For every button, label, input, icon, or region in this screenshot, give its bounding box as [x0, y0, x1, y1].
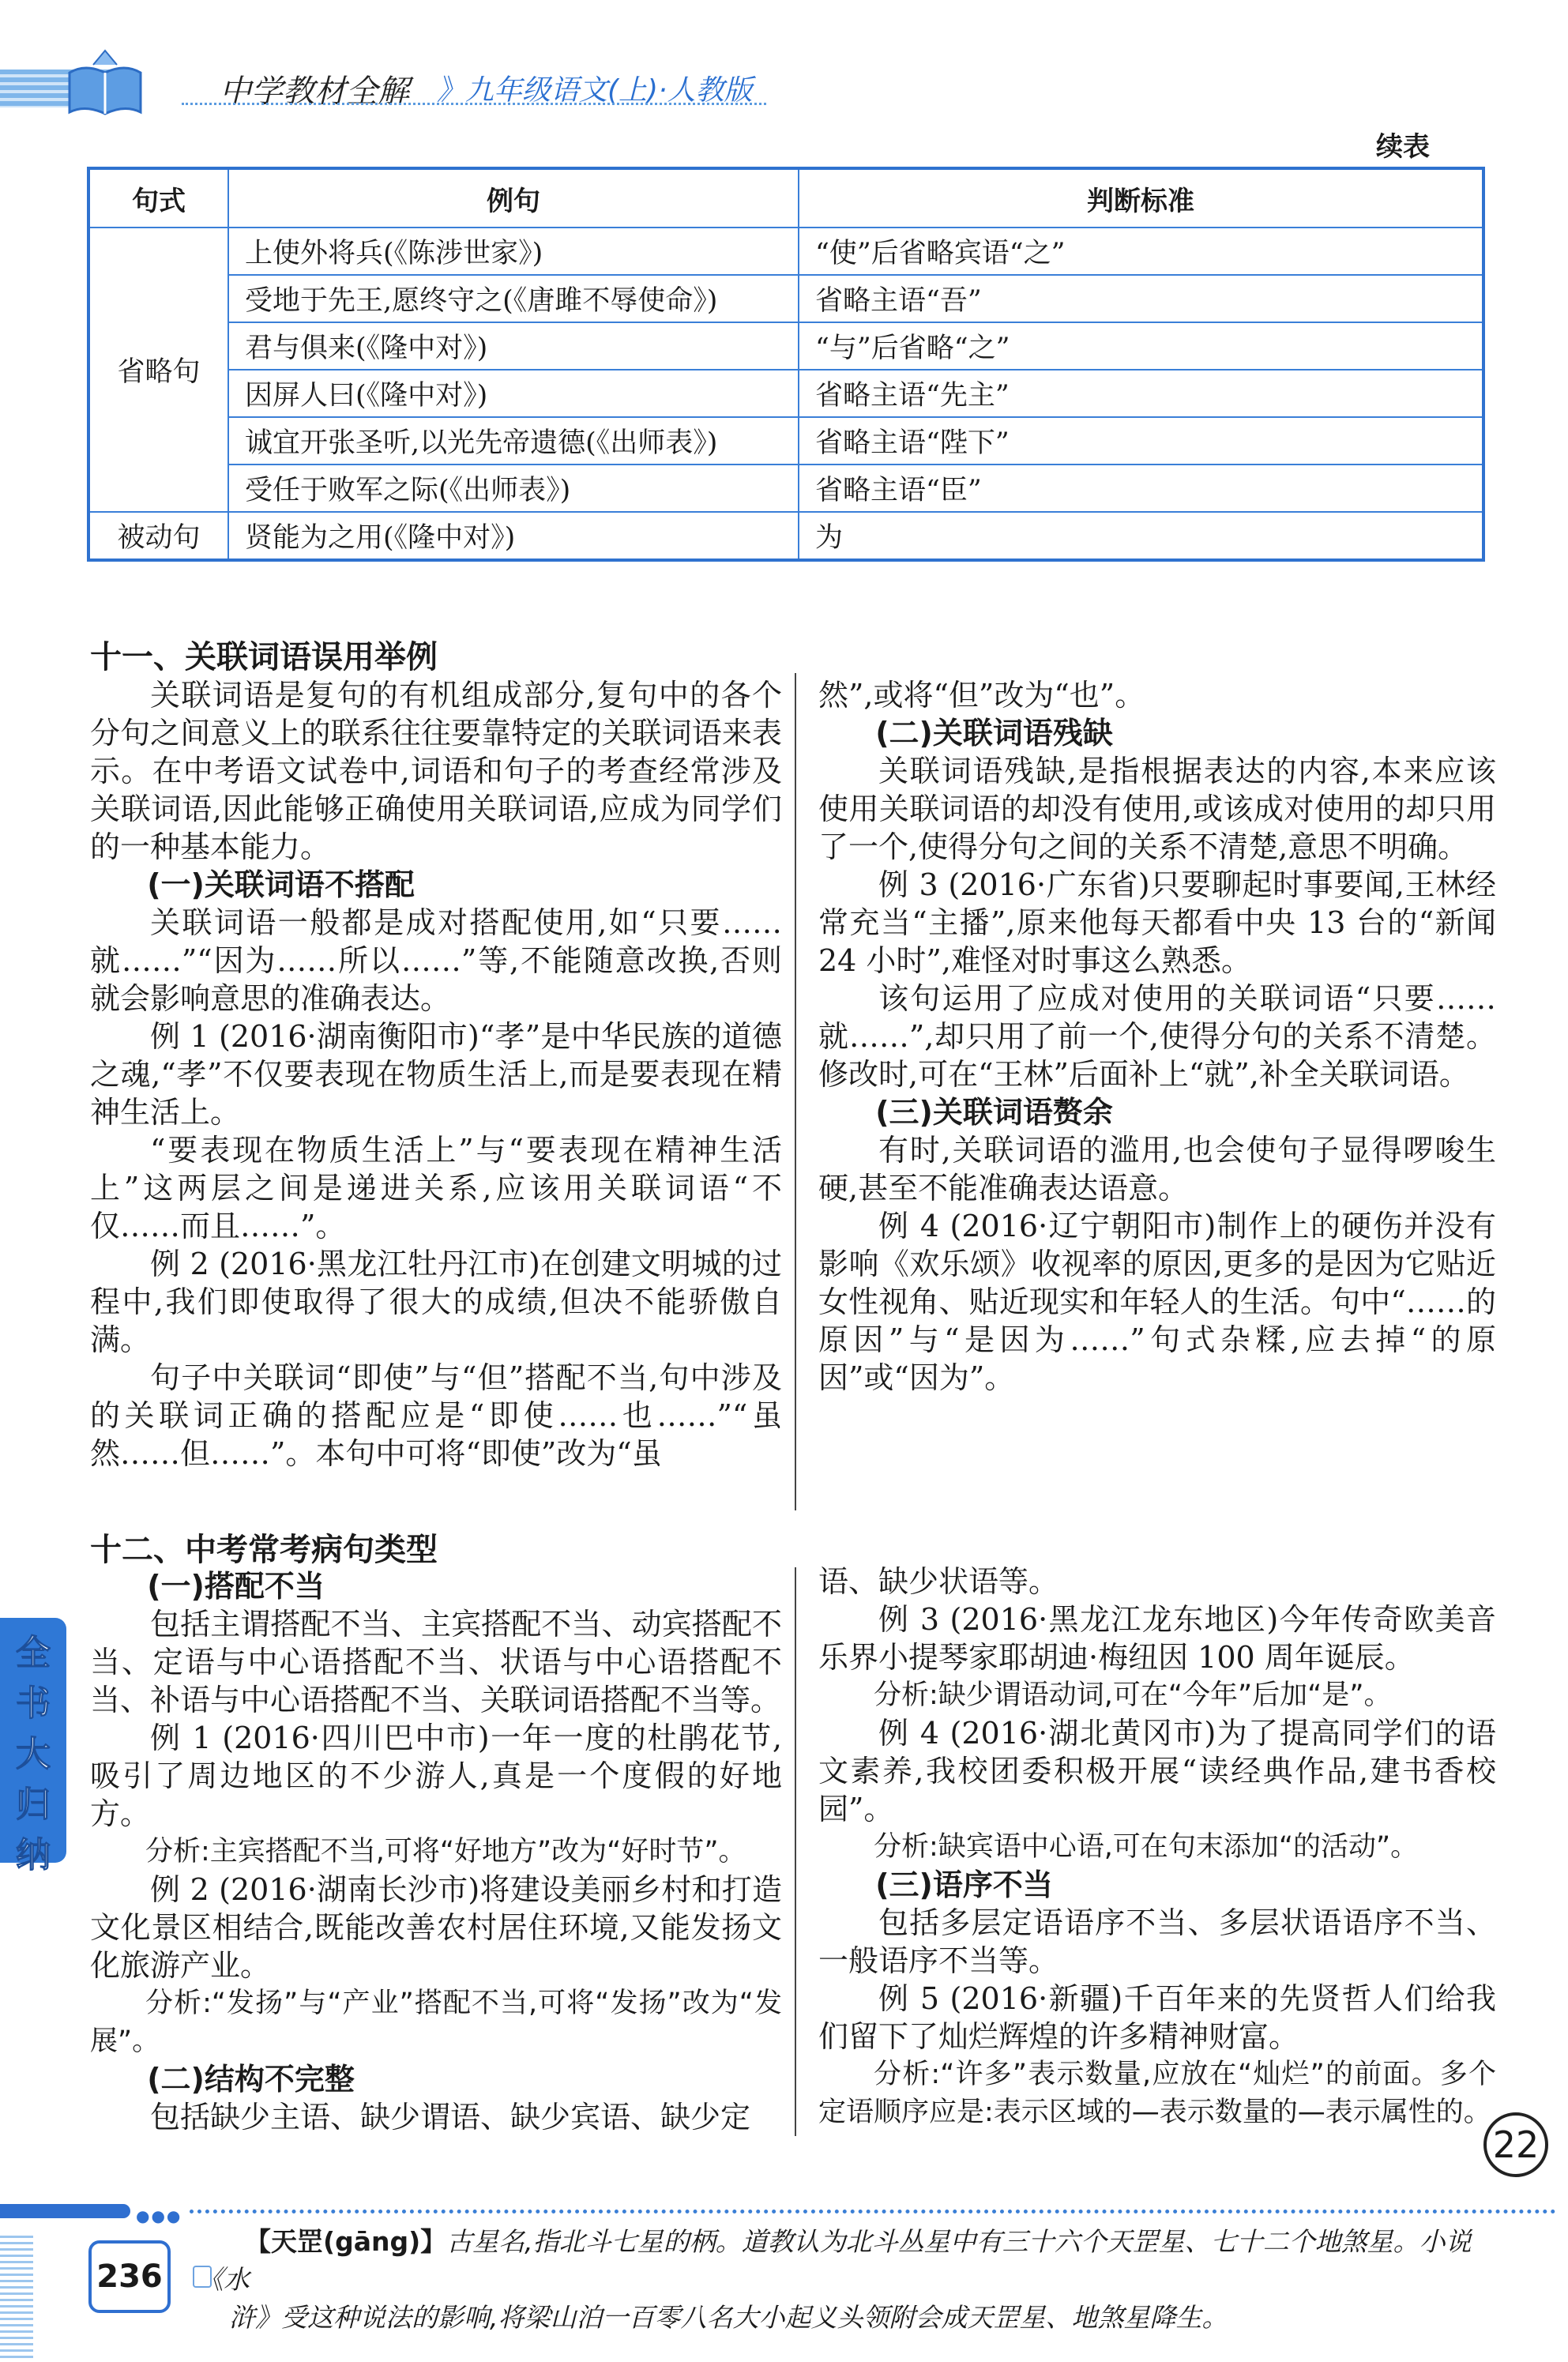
subheading: (二)关联词语残缺 — [875, 716, 1113, 750]
criterion-cell: 省略主语“先主” — [799, 370, 1483, 417]
footer-bar — [0, 2204, 130, 2218]
analysis: “要表现在物质生活上”与“要表现在精神生活上”这两层之间是递进关系,应该用关联词语“不仅……而且……”。 — [90, 1133, 782, 1243]
criterion-cell: “使”后省略宾语“之” — [799, 228, 1483, 275]
paragraph: 关联词语残缺,是指根据表达的内容,本来应该使用关联词语的却没有使用,或该成对使用的却只用了一个,使得分句之间的关系不清楚,意思不明确。 — [818, 754, 1496, 864]
type-cell: 被动句 — [88, 512, 228, 560]
example-cell: 君与俱来(《隆中对》) — [228, 322, 799, 370]
side-tab-char: 全 — [16, 1633, 51, 1673]
paragraph: 包括多层定语语序不当、多层状语语序不当、一般语序不当等。 — [818, 1905, 1496, 1978]
example: 例 1 (2016·湖南衡阳市)“孝”是中华民族的道德之魂,“孝”不仅要表现在物质生活上,而是要表现在精神生活上。 — [90, 1019, 782, 1130]
section-11-left-column — [90, 676, 782, 1472]
series-title: 中学教材全解 — [220, 73, 409, 110]
column-divider — [795, 1567, 796, 2136]
example-cell: 贤能为之用(《隆中对》) — [228, 512, 799, 560]
example-cell: 受任于败军之际(《出师表》) — [228, 465, 799, 512]
table-row — [88, 465, 1483, 512]
analysis: 该句运用了应成对使用的关联词语“只要……就……”,却只用了前一个,使得分句的关系不清楚。修改时,可在“王林”后面补上“就”,补全关联词语。 — [818, 981, 1496, 1092]
subheading: (三)语序不当 — [875, 1867, 1053, 1902]
paragraph: 有时,关联词语的滥用,也会使句子显得啰唆生硬,甚至不能准确表达语意。 — [818, 1133, 1496, 1205]
section-12-right-column — [818, 1563, 1496, 2131]
example: 例 2 (2016·湖南长沙市)将建设美丽乡村和打造文化景区相结合,既能改善农村居住环境,又能发扬文化旅游产业。 — [90, 1872, 782, 1983]
example-cell: 上使外将兵(《陈涉世家》) — [228, 228, 799, 275]
table-row — [88, 512, 1483, 560]
column-divider — [795, 673, 796, 1510]
subheading: (三)关联词语赘余 — [875, 1095, 1113, 1130]
footnote — [197, 2223, 1509, 2337]
header-type: 句式 — [88, 168, 228, 228]
example: 例 5 (2016·新疆)千百年来的先贤哲人们给我们留下了灿烂辉煌的许多精神财富。 — [818, 1981, 1496, 2054]
table-header-row — [88, 168, 1483, 228]
example: 例 4 (2016·辽宁朝阳市)制作上的硬伤并没有影响《欢乐颂》收视率的原因,更多的是因为它贴近女性视角、贴近现实和年轻人的生活。句中“……的原因”与“是因为……”句式杂糅,应去掉“的原因”或“因为”。 — [818, 1209, 1496, 1395]
paragraph-continued: 然”,或将“但”改为“也”。 — [818, 678, 1145, 713]
book-logo-icon — [62, 49, 149, 124]
type-cell: 省略句 — [88, 228, 228, 512]
footnote-line-2: 浒》受这种说法的影响,将梁山泊一百零八名大小起义头领附会成天罡星、地煞星降生。 — [229, 2302, 1228, 2333]
section-11-right-column — [818, 676, 1496, 1397]
example: 例 4 (2016·湖北黄冈市)为了提高同学们的语文素养,我校团委积极开展“读经典作品,建书香校园”。 — [818, 1716, 1496, 1826]
example: 例 3 (2016·黑龙江龙东地区)今年传奇欧美音乐界小提琴家耶胡迪·梅纽因 100 周年诞辰。 — [818, 1602, 1496, 1675]
side-tab-char: 书 — [16, 1683, 51, 1724]
side-tab-char: 大 — [16, 1734, 51, 1774]
chapter-side-tab — [0, 1618, 66, 1875]
example: 例 3 (2016·广东省)只要聊起时事要闻,王林经常充当“主播”,原来他每天都看中央 13 台的“新闻 24 小时”,难怪对时事这么熟悉。 — [818, 867, 1496, 978]
criterion-cell: 省略主语“吾” — [799, 275, 1483, 322]
section-12-left-column — [90, 1567, 782, 2136]
paragraph: 包括缺少主语、缺少谓语、缺少宾语、缺少定 — [150, 2100, 751, 2134]
sentence-pattern-table — [87, 167, 1485, 562]
page-number: 236 — [88, 2240, 171, 2313]
table-row — [88, 370, 1483, 417]
section-12-title: 十二、中考常考病句类型 — [90, 1532, 438, 1568]
subheading: (二)结构不完整 — [147, 2062, 355, 2097]
analysis: 分析:缺少谓语动词,可在“今年”后加“是”。 — [874, 1679, 1392, 1711]
criterion-cell: “与”后省略“之” — [799, 322, 1483, 370]
paragraph: 关联词语是复句的有机组成部分,复句中的各个分句之间意义上的联系往往要靠特定的关联词语来表示。在中考语文试卷中,词语和句子的考查经常涉及关联词语,因此能够正确使用关联词语,应成为同学们的一种基本能力。 — [90, 678, 782, 864]
paragraph: 关联词语一般都是成对搭配使用,如“只要……就……”“因为……所以……”等,不能随意改换,否则就会影响意思的准确表达。 — [90, 905, 782, 1016]
footer-dots-icon: ●●● — [136, 2206, 182, 2225]
subheading: (一)搭配不当 — [147, 1569, 325, 1604]
side-tab-char: 归 — [16, 1785, 51, 1825]
table-continued-label: 续表 — [1376, 131, 1430, 163]
footnote-term: 【天罡(gāng)】 — [245, 2226, 447, 2257]
table-row — [88, 417, 1483, 465]
header-divider — [182, 103, 766, 105]
footnote-line-1: 古星名,指北斗七星的柄。道教认为北斗丛星中有三十六个天罡星、七十二个地煞星。小说《水 — [197, 2226, 1472, 2295]
paragraph-continued: 语、缺少状语等。 — [818, 1564, 1059, 1599]
footer-divider — [190, 2210, 1556, 2213]
example: 例 1 (2016·四川巴中市)一年一度的杜鹃花节,吸引了周边地区的不少游人,真是一个度假的好地方。 — [90, 1721, 782, 1831]
example: 例 2 (2016·黑龙江牡丹江市)在创建文明城的过程中,我们即使取得了很大的成绩,但决不能骄傲自满。 — [90, 1247, 782, 1357]
header-criterion: 判断标准 — [799, 168, 1483, 228]
analysis: 分析:缺宾语中心语,可在句末添加“的活动”。 — [874, 1831, 1419, 1863]
example-cell: 受地于先王,愿终守之(《唐雎不辱使命》) — [228, 275, 799, 322]
footer-stripes — [0, 2236, 33, 2362]
analysis: 分析:主宾搭配不当,可将“好地方”改为“好时节”。 — [145, 1836, 746, 1867]
analysis: 句子中关联词“即使”与“但”搭配不当,句中涉及的关联词正确的搭配应是“即使……也……”“虽然……但……”。本句中可将“即使”改为“虽 — [90, 1360, 782, 1471]
book-subtitle: 》九年级语文(上)·人教版 — [437, 74, 753, 107]
criterion-cell: 为 — [799, 512, 1483, 560]
table-row — [88, 322, 1483, 370]
criterion-cell: 省略主语“臣” — [799, 465, 1483, 512]
subheading: (一)关联词语不搭配 — [147, 867, 415, 902]
example-cell: 诚宜开张圣听,以光先帝遗德(《出师表》) — [228, 417, 799, 465]
section-11-title: 十一、关联词语误用举例 — [90, 639, 438, 675]
side-tab-char: 纳 — [16, 1835, 51, 1875]
header-example: 例句 — [228, 168, 799, 228]
table-row — [88, 275, 1483, 322]
criterion-cell: 省略主语“陛下” — [799, 417, 1483, 465]
table-row — [88, 228, 1483, 275]
unit-number-badge: 22 — [1483, 2112, 1548, 2177]
example-cell: 因屏人曰(《隆中对》) — [228, 370, 799, 417]
analysis: 分析:“许多”表示数量,应放在“灿烂”的前面。多个定语顺序应是:表示区域的—表示数量的—表示属性的。 — [818, 2059, 1496, 2128]
analysis: 分析:“发扬”与“产业”搭配不当,可将“发扬”改为“发展”。 — [90, 1988, 782, 2057]
paragraph: 包括主谓搭配不当、主宾搭配不当、动宾搭配不当、定语与中心语搭配不当、状语与中心语搭配不当、补语与中心语搭配不当、关联词语搭配不当等。 — [90, 1607, 782, 1717]
